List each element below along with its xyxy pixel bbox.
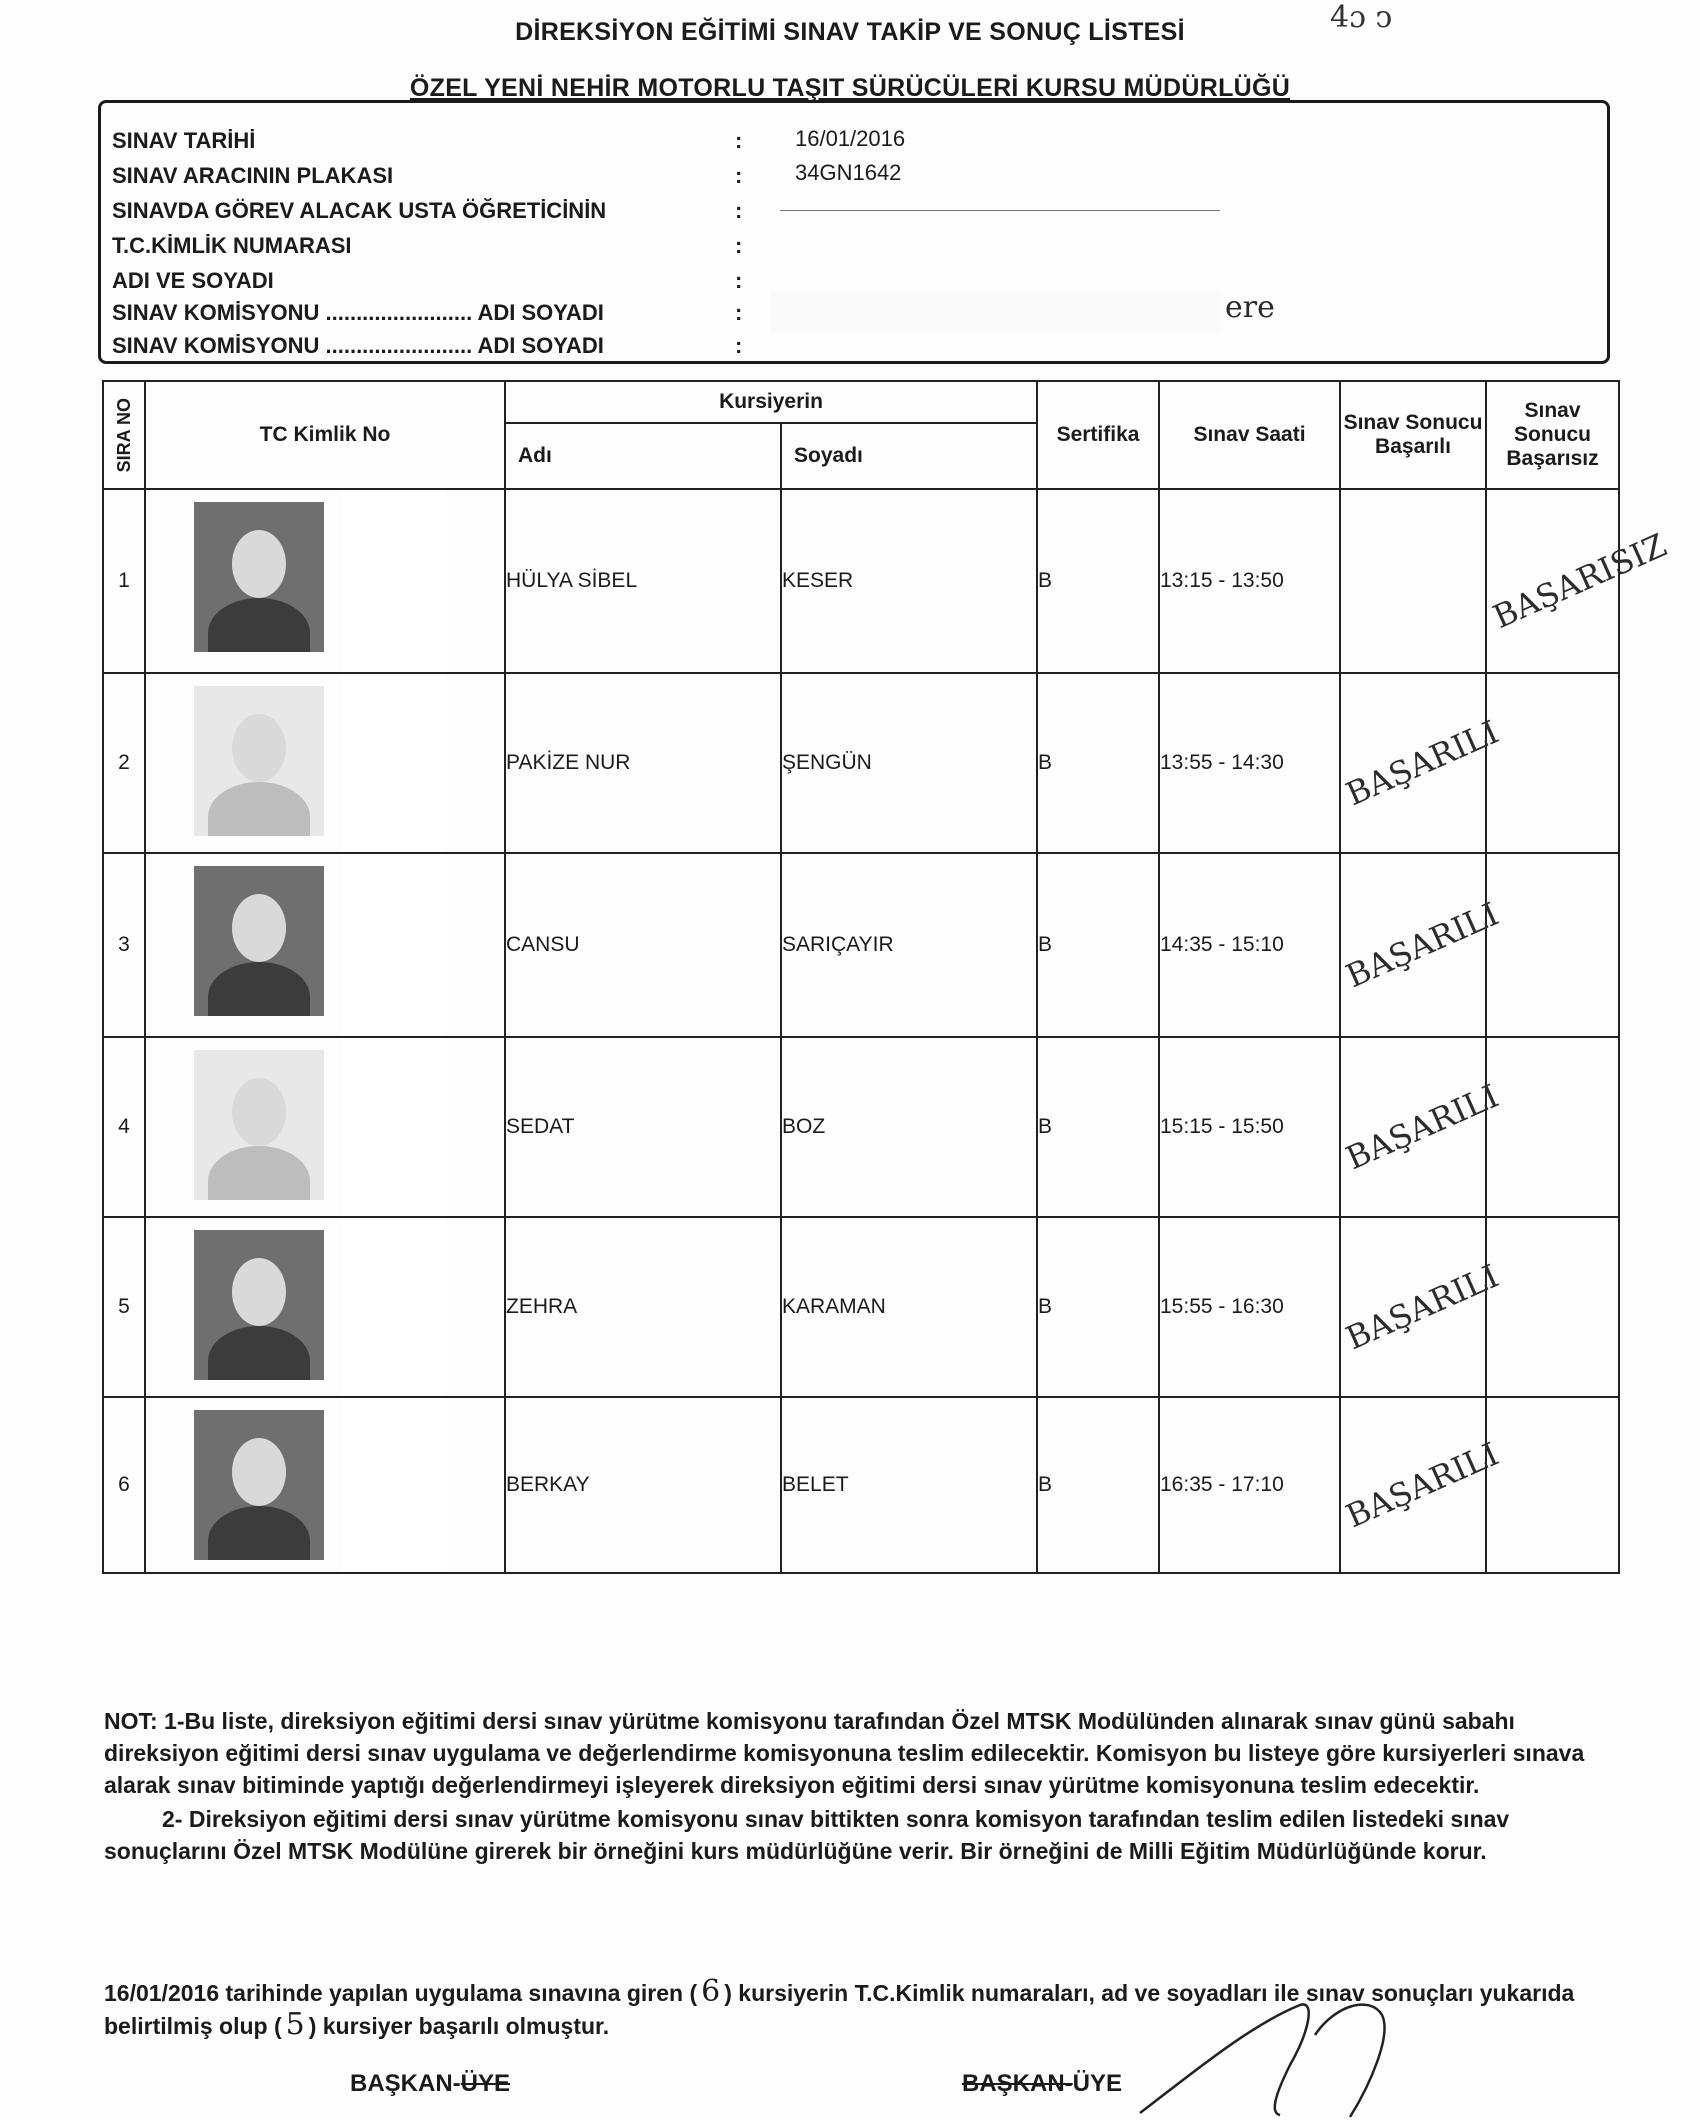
photo-cell: [145, 673, 505, 853]
photo-cell: [145, 1217, 505, 1397]
info-colon: :: [735, 233, 743, 258]
result-failed: [1486, 1037, 1619, 1217]
header-soyadi: Soyadı: [781, 423, 1037, 489]
result-passed: BAŞARILI: [1340, 1217, 1486, 1397]
student-photo: [194, 1410, 324, 1560]
student-photo: [194, 502, 324, 652]
result-failed: [1486, 673, 1619, 853]
result-failed: [1486, 853, 1619, 1037]
result-passed: BAŞARILI: [1340, 1037, 1486, 1217]
vehicle-plate-value: 34GN1642: [795, 160, 902, 185]
table-row: [103, 673, 1619, 853]
redacted-tc: [341, 490, 446, 672]
header-basarili: Sınav Sonucu Başarılı: [1340, 381, 1486, 489]
exam-time: 13:15 - 13:50: [1159, 489, 1340, 673]
row-no: 2: [103, 673, 145, 853]
student-first-name: ZEHRA: [505, 1217, 781, 1397]
student-first-name: SEDAT: [505, 1037, 781, 1217]
document-title: DİREKSİYON EĞİTİMİ SINAV TAKİP VE SONUÇ LİSTESİ: [515, 18, 1185, 46]
result-passed: BAŞARILI: [1340, 673, 1486, 853]
header-sertifika: Sertifika: [1037, 381, 1159, 489]
row-no: 4: [103, 1037, 145, 1217]
tc-number-label: T.C.KİMLİK NUMARASI: [112, 233, 352, 258]
photo-cell: [145, 853, 505, 1037]
photo-cell: [145, 1037, 505, 1217]
student-photo: [194, 1230, 324, 1380]
certificate-class: B: [1037, 853, 1159, 1037]
header-basarisiz: Sınav Sonucu Başarısız: [1486, 381, 1619, 489]
exam-date-label: SINAV TARİHİ: [112, 128, 256, 153]
info-colon: :: [735, 198, 743, 223]
student-last-name: KESER: [781, 489, 1037, 673]
info-colon: :: [735, 333, 743, 358]
exam-results-table: [102, 380, 1672, 1574]
instructor-label: SINAVDA GÖREV ALACAK USTA ÖĞRETİCİNİN: [112, 198, 607, 223]
name-surname-label: ADI VE SOYADI: [112, 268, 274, 293]
summary-text-2: ) kursiyerin T.C.Kimlik numaraları, ad ve soyadları ile sınav sonuçları yukarıda belirtilmiş olup (: [104, 1980, 1575, 2039]
count-passed: 5: [285, 2007, 305, 2042]
student-last-name: KARAMAN: [781, 1217, 1037, 1397]
row-no: 6: [103, 1397, 145, 1573]
commission1-label: SINAV KOMİSYONU ........................ ADI SOYADI: [112, 300, 604, 325]
student-last-name: SARIÇAYIR: [781, 853, 1037, 1037]
summary-text-1: 16/01/2016 tarihinde yapılan uygulama sınavına giren (: [104, 1980, 698, 2006]
photo-cell: [145, 1397, 505, 1573]
exam-date-value: 16/01/2016: [795, 126, 906, 151]
commission2-label: SINAV KOMİSYONU ........................ ADI SOYADI: [112, 333, 604, 358]
signature-left-label: BAŞKAN-ÜYE: [350, 2070, 511, 2097]
redacted-tc: [341, 1038, 446, 1216]
note-paragraph-2: 2- Direksiyon eğitimi dersi sınav yürütme komisyonu sınav bittikten sonra komisyon tarafından teslim edilen listedeki sınav sonuçlarını Özel MTSK Modülüne girerek bir örneğini kurs müdürlüğüne verir. Bir örneğini de Milli Eğitim Müdürlüğünde korur.: [104, 1806, 1510, 1864]
result-failed: [1486, 1397, 1619, 1573]
certificate-class: B: [1037, 1217, 1159, 1397]
result-passed: BAŞARILI: [1340, 853, 1486, 1037]
row-no: 1: [103, 489, 145, 673]
table-row: [103, 853, 1619, 1037]
exam-time: 16:35 - 17:10: [1159, 1397, 1340, 1573]
redacted-tc: [341, 1398, 446, 1572]
student-last-name: BELET: [781, 1397, 1037, 1573]
info-colon: :: [735, 128, 743, 153]
student-first-name: PAKİZE NUR: [505, 673, 781, 853]
header-adi: Adı: [505, 423, 781, 489]
redacted-tc: [341, 674, 446, 852]
exam-time: 13:55 - 14:30: [1159, 673, 1340, 853]
note-paragraph-1: NOT: 1-Bu liste, direksiyon eğitimi dersi sınav yürütme komisyonu tarafından Özel MTSK Modülünden alınarak sınav günü sabahı direksiyon eğitimi dersi sınav uygulama ve değerlendirme komisyonuna teslim edilecektir. Komisyon bu listeye göre kursiyerleri sınava alarak sınav bitiminde yaptığı değerlendirmeyi işleyerek direksiyon eğitimi dersi sınav yürütme komisyonuna teslim edecektir.: [104, 1708, 1585, 1798]
redacted-tc: [341, 1218, 446, 1396]
student-last-name: BOZ: [781, 1037, 1037, 1217]
note-section: [104, 1705, 1624, 1867]
instructor-line: [780, 210, 1220, 211]
certificate-class: B: [1037, 1397, 1159, 1573]
course-directorate-title: ÖZEL YENİ NEHİR MOTORLU TAŞIT SÜRÜCÜLERİ KURSU MÜDÜRLÜĞÜ: [409, 74, 1291, 102]
count-taken: 6: [701, 1974, 721, 2009]
vehicle-plate-label: SINAV ARACININ PLAKASI: [112, 163, 394, 188]
student-last-name: ŞENGÜN: [781, 673, 1037, 853]
corner-handwriting: 4ɔ ↄ: [1330, 0, 1393, 35]
header-sira-no: SIRA NO: [103, 381, 145, 489]
exam-time: 15:55 - 16:30: [1159, 1217, 1340, 1397]
table-row: [103, 1397, 1619, 1573]
student-photo: [194, 866, 324, 1016]
info-colon: :: [735, 163, 743, 188]
result-failed: BAŞARISIZ: [1486, 489, 1619, 673]
student-first-name: CANSU: [505, 853, 781, 1037]
info-colon: :: [735, 268, 743, 293]
certificate-class: B: [1037, 1037, 1159, 1217]
student-photo: [194, 686, 324, 836]
header-sinav-saati: Sınav Saati: [1159, 381, 1340, 489]
student-first-name: BERKAY: [505, 1397, 781, 1573]
handwritten-signature: [1130, 1995, 1420, 2120]
commission1-handwriting: ere: [1225, 290, 1275, 325]
table-row: [103, 1217, 1619, 1397]
redacted-area: [770, 292, 1220, 332]
student-first-name: HÜLYA SİBEL: [505, 489, 781, 673]
student-photo: [194, 1050, 324, 1200]
certificate-class: B: [1037, 673, 1159, 853]
header-kursiyerin: Kursiyerin: [505, 381, 1037, 423]
redacted-tc: [341, 854, 446, 1036]
exam-time: 14:35 - 15:10: [1159, 853, 1340, 1037]
result-passed: BAŞARILI: [1340, 1397, 1486, 1573]
result-failed: [1486, 1217, 1619, 1397]
certificate-class: B: [1037, 489, 1159, 673]
header-tc-kimlik: TC Kimlik No: [145, 381, 505, 489]
result-passed: [1340, 489, 1486, 673]
summary-text-3: ) kursiyer başarılı olmuştur.: [308, 2013, 610, 2039]
table-row: [103, 1037, 1619, 1217]
table-row: [103, 489, 1619, 673]
info-colon: :: [735, 300, 743, 325]
signature-right-label: BAŞKAN-ÜYE: [962, 2070, 1123, 2097]
row-no: 5: [103, 1217, 145, 1397]
row-no: 3: [103, 853, 145, 1037]
exam-time: 15:15 - 15:50: [1159, 1037, 1340, 1217]
photo-cell: [145, 489, 505, 673]
